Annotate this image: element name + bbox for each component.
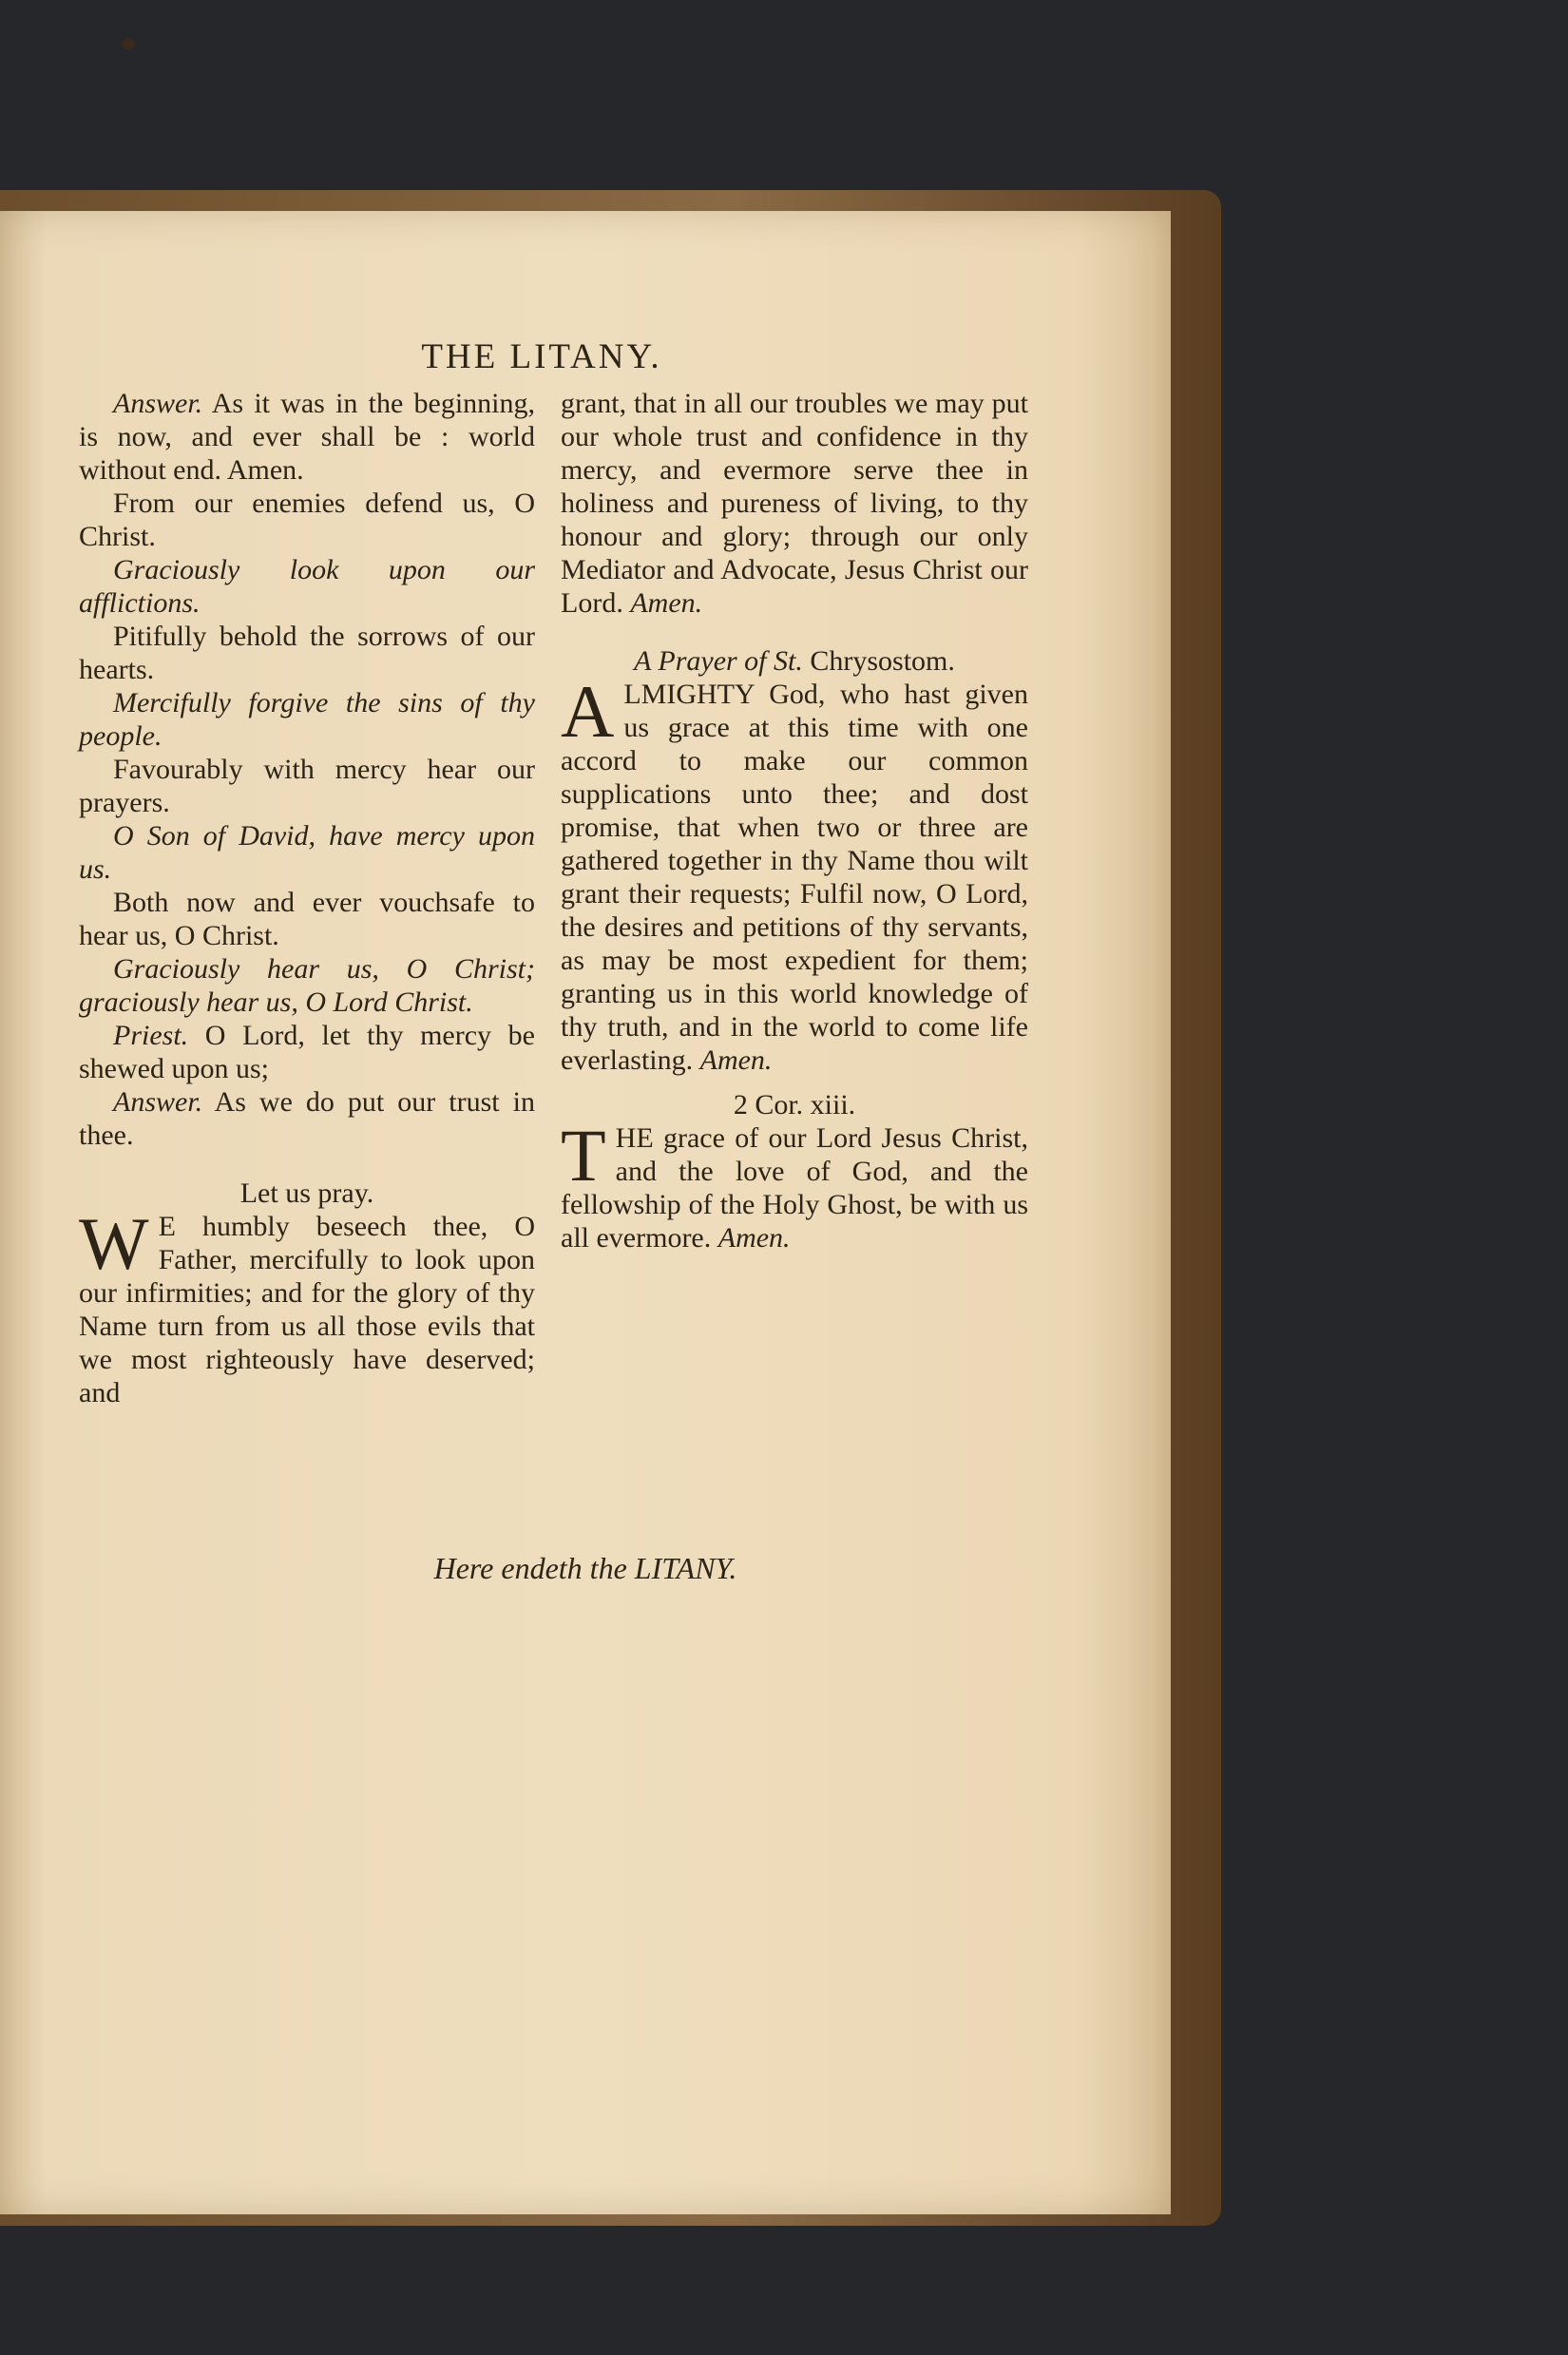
response-answer-gloria: Answer. As it was in the beginning, is now, and ever shall be : world without end. Amen.: [79, 388, 535, 486]
prayer-of-chrysostom: ALMIGHTY God, who hast given us grace at this time with one accord to make our common supplications unto thee; and dost promise, that when two or three are gathered together in thy Name thou wilt grant their requests; Fulfil now, O Lord, the desires and petitions of thy servants, as may be most expedient for them; granting us in this world knowledge of thy truth, and in the world to come life everlasting. Amen.: [561, 670, 1028, 1076]
answer-trust: Answer. As we do put our trust in thee.: [79, 1086, 535, 1151]
response-graciously-hear: Graciously hear us, O Christ; graciously hear us, O Lord Christ.: [79, 953, 535, 1018]
prayer-continuation: grant, that in all our troubles we may put our whole trust and confidence in thy mercy, and evermore serve thee in holiness and pureness of living, to thy honour and glory; through our only Mediator and Advocate, Jesus Christ our Lord. Amen.: [561, 388, 1028, 619]
here-endeth-footer: Here endeth the LITANY.: [433, 1551, 737, 1585]
versicle-vouchsafe: Both now and ever vouchsafe to hear us, O Christ.: [79, 887, 535, 951]
let-us-pray-heading: Let us pray.: [239, 1178, 374, 1209]
versicle-prayers: Favourably with mercy hear our prayers.: [79, 754, 535, 818]
right-column: [561, 387, 1028, 1254]
the-grace: THE grace of our Lord Jesus Christ, and the love of God, and the fellowship of the Holy Ghost, be with us all evermore. Amen.: [561, 1114, 1028, 1254]
drop-cap-t: T: [561, 1114, 606, 1197]
response-forgive: Mercifully forgive the sins of thy people.: [79, 687, 535, 752]
drop-cap-w: W: [79, 1202, 149, 1285]
response-afflictions: Graciously look upon our afflictions.: [79, 554, 535, 619]
prayer-we-humbly-beseech: W E humbly beseech thee, O Father, mercifully to look upon our infirmities; and for the glory of thy Name turn from us all those evils that we most righteously have deserved; and: [79, 1202, 535, 1408]
versicle-sorrows: Pitifully behold the sorrows of our hearts.: [79, 621, 535, 685]
response-son-of-david: O Son of David, have mercy upon us.: [79, 820, 535, 885]
drop-cap-a: A: [561, 670, 615, 753]
chrysostom-heading: A Prayer of St. Chrysostom.: [634, 645, 955, 677]
versicle-enemies: From our enemies defend us, O Christ.: [79, 488, 535, 552]
dust-speck: [122, 38, 135, 49]
priest-versicle: Priest. O Lord, let thy mercy be shewed upon us;: [79, 1020, 535, 1084]
left-column: [79, 387, 535, 1409]
page-title: THE LITANY.: [421, 337, 662, 376]
book-page: [0, 211, 1171, 2214]
cor-heading: 2 Cor. xiii.: [733, 1089, 856, 1120]
